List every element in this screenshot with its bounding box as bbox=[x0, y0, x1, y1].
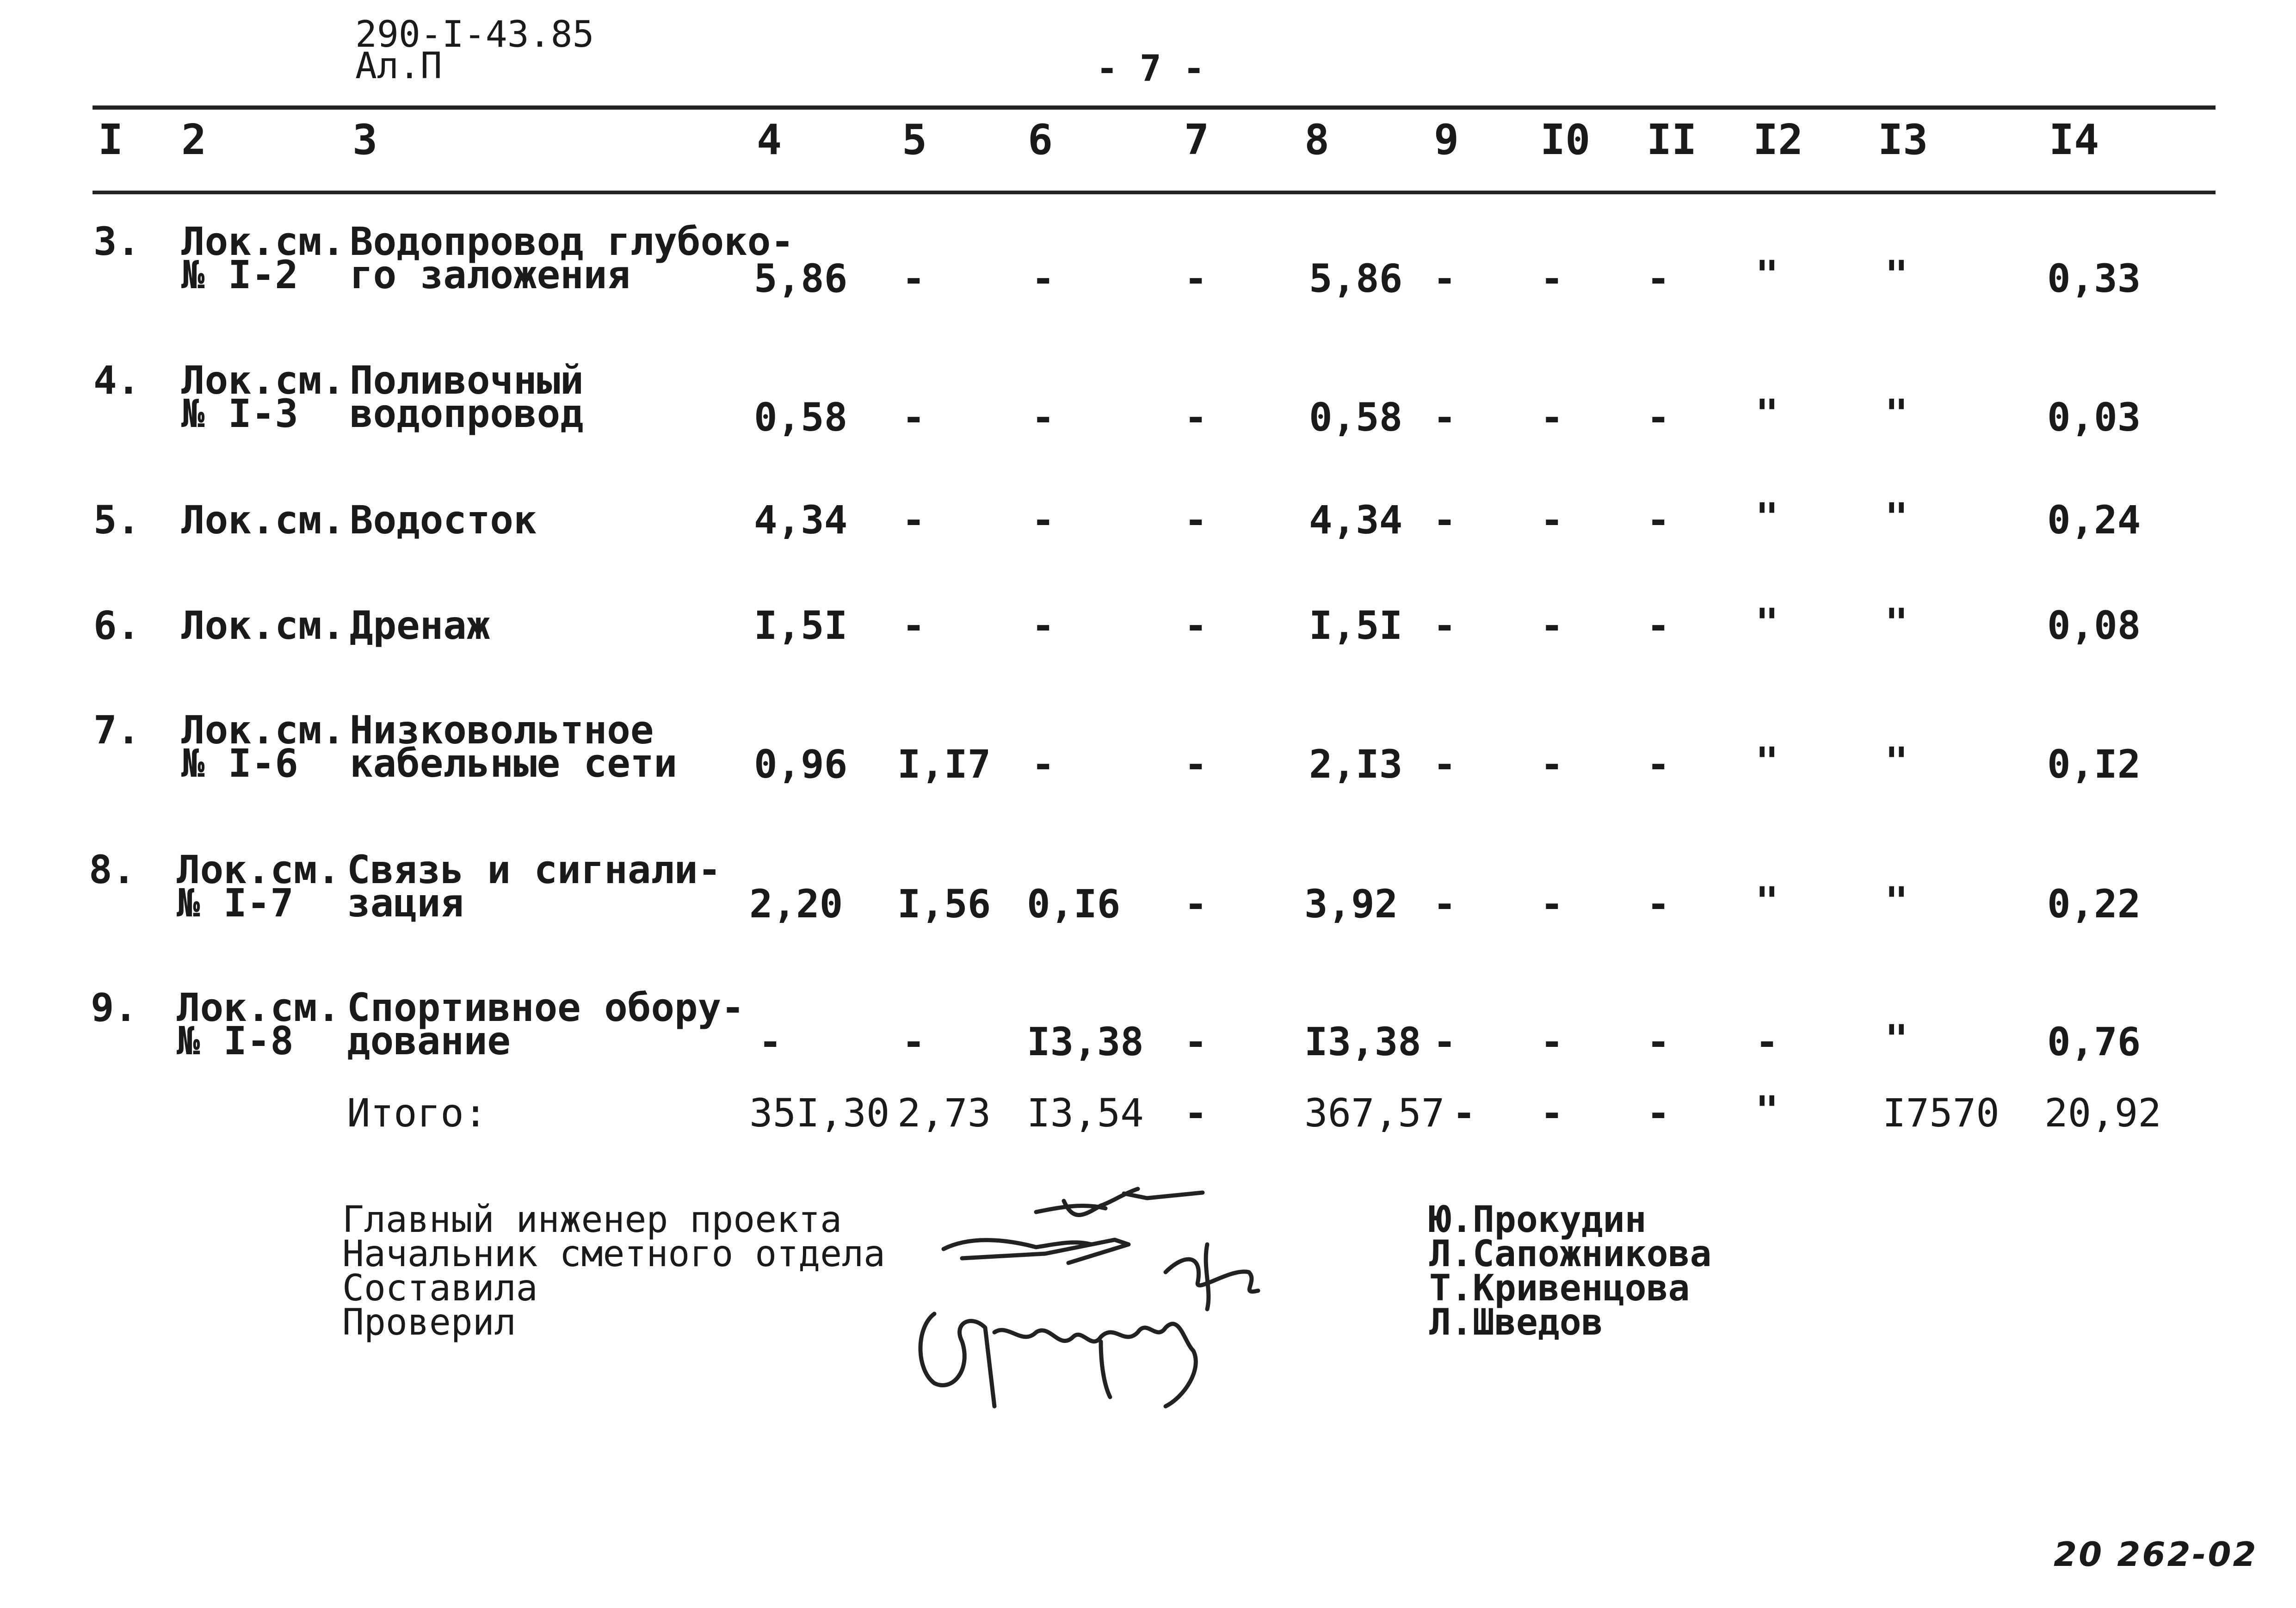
cell-col8: 3,92 bbox=[1304, 881, 1398, 927]
cell-col8: 0,58 bbox=[1309, 395, 1403, 440]
col-num-11: II bbox=[1647, 116, 1697, 164]
total-col12: " bbox=[1755, 1088, 1779, 1133]
cell-col4: 0,96 bbox=[754, 742, 848, 787]
cell-col12: - bbox=[1755, 1019, 1779, 1064]
estimate-ref: Лок.см. bbox=[181, 219, 346, 264]
cell-col10: - bbox=[1540, 881, 1564, 927]
col-num-13: I3 bbox=[1878, 116, 1928, 164]
work-name-cont: зация bbox=[347, 880, 464, 926]
cell-col4: I,5I bbox=[754, 603, 848, 648]
role-head-estimate-dept: Начальник сметного отдела bbox=[342, 1233, 885, 1275]
cell-col7: - bbox=[1184, 256, 1208, 301]
cell-col12: " bbox=[1755, 495, 1779, 540]
col-num-6: 6 bbox=[1028, 116, 1053, 164]
cell-col9: - bbox=[1433, 881, 1457, 927]
cell-col8: I,5I bbox=[1309, 603, 1403, 648]
cell-col11: - bbox=[1647, 395, 1670, 440]
name-chief-engineer: Ю.Прокудин bbox=[1429, 1199, 1647, 1241]
cell-col14: 0,08 bbox=[2047, 603, 2141, 648]
cell-col14: 0,33 bbox=[2047, 256, 2141, 301]
doc-code: 290-I-43.85 bbox=[355, 14, 594, 56]
cell-col7: - bbox=[1184, 1019, 1208, 1064]
cell-col13: " bbox=[1885, 391, 1908, 436]
total-label: Итого: bbox=[347, 1090, 488, 1136]
cell-col13: " bbox=[1885, 878, 1908, 924]
cell-col11: - bbox=[1647, 256, 1670, 301]
total-col4: 35I,30 bbox=[749, 1090, 890, 1136]
cell-col8: I3,38 bbox=[1304, 1019, 1421, 1064]
estimate-no: № I-6 bbox=[181, 741, 298, 786]
cell-col10: - bbox=[1540, 395, 1564, 440]
cell-col8: 2,I3 bbox=[1309, 742, 1403, 787]
cell-col9: - bbox=[1433, 395, 1457, 440]
row-number: 6. bbox=[93, 603, 141, 648]
cell-col12: " bbox=[1755, 878, 1779, 924]
cell-col13: " bbox=[1885, 739, 1908, 784]
total-col9: - bbox=[1452, 1090, 1476, 1136]
col-num-3: 3 bbox=[352, 116, 378, 164]
total-col11: - bbox=[1647, 1090, 1670, 1136]
col-num-2: 2 bbox=[181, 116, 207, 164]
col-num-4: 4 bbox=[757, 116, 782, 164]
album-label: Ал.П bbox=[355, 45, 442, 87]
cell-col13: " bbox=[1885, 495, 1908, 540]
cell-col9: - bbox=[1433, 256, 1457, 301]
cell-col11: - bbox=[1647, 742, 1670, 787]
cell-col13: " bbox=[1885, 1016, 1908, 1062]
cell-col7: - bbox=[1184, 395, 1208, 440]
total-col6: I3,54 bbox=[1027, 1090, 1144, 1136]
cell-col5: I,56 bbox=[897, 881, 991, 927]
cell-col5: - bbox=[902, 603, 926, 648]
cell-col8: 5,86 bbox=[1309, 256, 1403, 301]
cell-col4: 4,34 bbox=[754, 497, 848, 543]
cell-col6: - bbox=[1031, 497, 1055, 543]
col-num-5: 5 bbox=[902, 116, 927, 164]
estimate-ref: Лок.см. bbox=[177, 985, 341, 1030]
cell-col12: " bbox=[1755, 252, 1779, 297]
cell-col13: " bbox=[1885, 600, 1908, 645]
col-num-8: 8 bbox=[1304, 116, 1330, 164]
cell-col6: - bbox=[1031, 603, 1055, 648]
row-number: 3. bbox=[93, 219, 141, 264]
estimate-ref: Лок.см. bbox=[181, 603, 346, 648]
cell-col13: " bbox=[1885, 252, 1908, 297]
work-name-cont: дование bbox=[347, 1018, 511, 1064]
estimate-no: № I-3 bbox=[181, 391, 298, 436]
cell-col7: - bbox=[1184, 603, 1208, 648]
cell-col5: - bbox=[902, 395, 926, 440]
total-col10: - bbox=[1540, 1090, 1564, 1136]
row-number: 9. bbox=[91, 985, 138, 1030]
cell-col6: - bbox=[1031, 256, 1055, 301]
estimate-ref: Лок.см. bbox=[181, 497, 346, 543]
cell-col11: - bbox=[1647, 603, 1670, 648]
cell-col10: - bbox=[1540, 497, 1564, 543]
role-checked-by: Проверил bbox=[342, 1302, 516, 1343]
handwritten-signatures bbox=[907, 1175, 1378, 1443]
row-number: 8. bbox=[89, 847, 136, 892]
cell-col12: " bbox=[1755, 391, 1779, 436]
work-name: Низковольтное bbox=[350, 707, 654, 753]
estimate-ref: Лок.см. bbox=[181, 707, 346, 753]
cell-col5: - bbox=[902, 1019, 926, 1064]
cell-col12: " bbox=[1755, 600, 1779, 645]
total-col14: 20,92 bbox=[2044, 1090, 2161, 1136]
col-num-1: I bbox=[98, 116, 123, 164]
total-col5: 2,73 bbox=[897, 1090, 991, 1136]
cell-col9: - bbox=[1433, 497, 1457, 543]
cell-col5: - bbox=[902, 497, 926, 543]
cell-col10: - bbox=[1540, 256, 1564, 301]
row-number: 4. bbox=[93, 358, 141, 403]
col-num-10: I0 bbox=[1540, 116, 1591, 164]
estimate-no: № I-2 bbox=[181, 252, 298, 297]
cell-col5: I,I7 bbox=[897, 742, 991, 787]
total-col8: 367,57 bbox=[1304, 1090, 1445, 1136]
work-name: Водопровод глубоко- bbox=[350, 219, 794, 264]
cell-col14: 0,22 bbox=[2047, 881, 2141, 927]
name-checked-by: Л.Шведов bbox=[1429, 1302, 1603, 1343]
name-head-estimate-dept: Л.Сапожникова bbox=[1429, 1233, 1712, 1275]
role-chief-engineer: Главный инженер проекта bbox=[342, 1199, 842, 1241]
cell-col14: 0,76 bbox=[2047, 1019, 2141, 1064]
cell-col14: 0,03 bbox=[2047, 395, 2141, 440]
cell-col5: - bbox=[902, 256, 926, 301]
total-col7: - bbox=[1184, 1090, 1208, 1136]
cell-col6: - bbox=[1031, 395, 1055, 440]
col-num-12: I2 bbox=[1753, 116, 1803, 164]
col-num-7: 7 bbox=[1184, 116, 1210, 164]
col-num-9: 9 bbox=[1434, 116, 1459, 164]
cell-col4: - bbox=[759, 1019, 782, 1064]
work-name: Поливочный bbox=[350, 358, 584, 403]
total-col13: I7570 bbox=[1882, 1090, 2000, 1136]
cell-col6: - bbox=[1031, 742, 1055, 787]
cell-col10: - bbox=[1540, 742, 1564, 787]
cell-col4: 5,86 bbox=[754, 256, 848, 301]
cell-col14: 0,24 bbox=[2047, 497, 2141, 543]
cell-col11: - bbox=[1647, 497, 1670, 543]
work-name-cont: кабельные сети bbox=[350, 741, 678, 786]
work-name: Водосток bbox=[350, 497, 537, 543]
name-compiled-by: Т.Кривенцова bbox=[1429, 1268, 1690, 1309]
header-bottom-rule bbox=[93, 191, 2216, 194]
cell-col8: 4,34 bbox=[1309, 497, 1403, 543]
cell-col7: - bbox=[1184, 881, 1208, 927]
cell-col11: - bbox=[1647, 881, 1670, 927]
col-num-14: I4 bbox=[2049, 116, 2099, 164]
cell-col7: - bbox=[1184, 497, 1208, 543]
cell-col11: - bbox=[1647, 1019, 1670, 1064]
cell-col9: - bbox=[1433, 742, 1457, 787]
cell-col6: 0,I6 bbox=[1027, 881, 1121, 927]
cell-col4: 0,58 bbox=[754, 395, 848, 440]
cell-col4: 2,20 bbox=[749, 881, 843, 927]
estimate-no: № I-7 bbox=[177, 880, 294, 926]
cell-col9: - bbox=[1433, 1019, 1457, 1064]
work-name-cont: го заложения bbox=[350, 252, 630, 297]
cell-col14: 0,I2 bbox=[2047, 742, 2141, 787]
work-name: Связь и сигнали- bbox=[347, 847, 722, 892]
work-name-cont: водопровод bbox=[350, 391, 584, 436]
role-compiled-by: Составила bbox=[342, 1268, 538, 1309]
cell-col12: " bbox=[1755, 739, 1779, 784]
table-top-rule bbox=[93, 105, 2216, 110]
footer-archive-code: 20 262-02 bbox=[2054, 1535, 2258, 1574]
work-name: Спортивное обору- bbox=[347, 985, 745, 1030]
estimate-ref: Лок.см. bbox=[181, 358, 346, 403]
cell-col7: - bbox=[1184, 742, 1208, 787]
cell-col9: - bbox=[1433, 603, 1457, 648]
page-number: - 7 - bbox=[1096, 48, 1205, 90]
row-number: 5. bbox=[93, 497, 141, 543]
cell-col6: I3,38 bbox=[1027, 1019, 1144, 1064]
row-number: 7. bbox=[93, 707, 141, 753]
cell-col10: - bbox=[1540, 603, 1564, 648]
estimate-ref: Лок.см. bbox=[177, 847, 341, 892]
work-name: Дренаж bbox=[350, 603, 490, 648]
cell-col10: - bbox=[1540, 1019, 1564, 1064]
estimate-no: № I-8 bbox=[177, 1018, 294, 1064]
